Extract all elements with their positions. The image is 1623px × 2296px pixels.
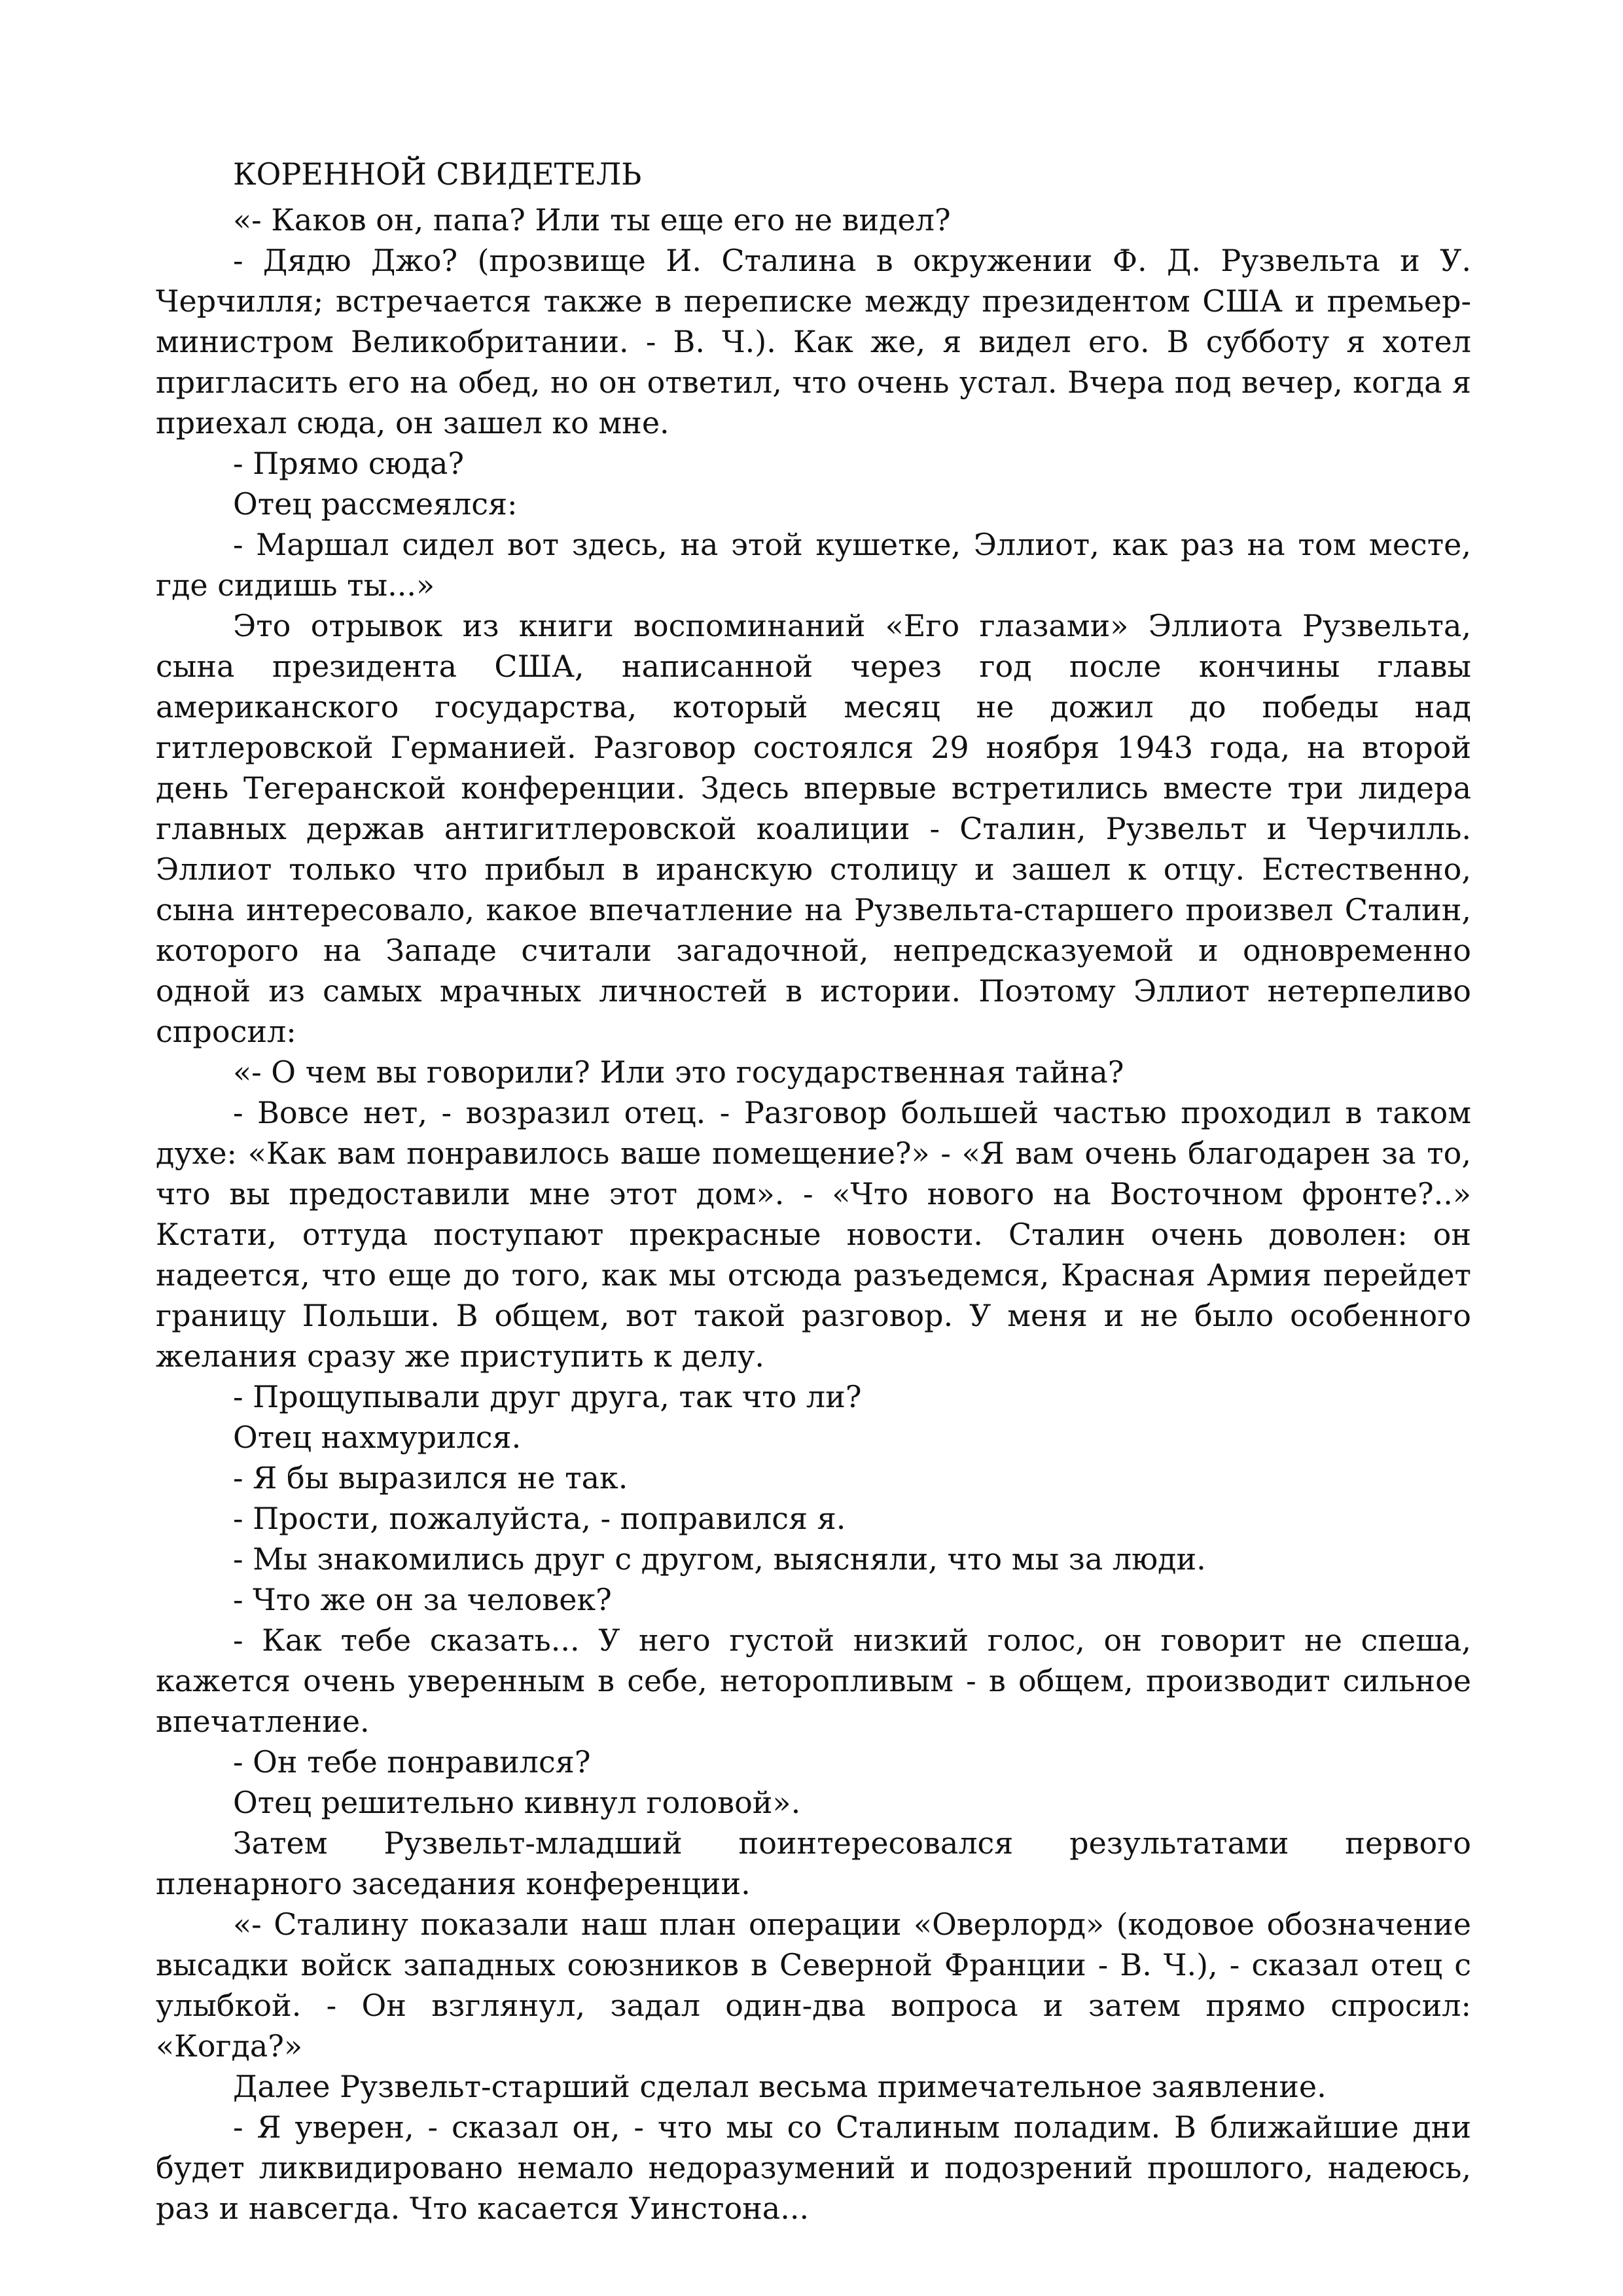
paragraph: Отец решительно кивнул головой». bbox=[233, 1785, 801, 1820]
paragraph: - Что же он за человек? bbox=[233, 1582, 612, 1617]
paragraph: Далее Рузвельт-старший сделал весьма примечательное заявление. bbox=[233, 2069, 1327, 2104]
paragraph: - Он тебе понравился? bbox=[233, 1744, 591, 1780]
paragraph: Отец нахмурился. bbox=[233, 1420, 522, 1455]
paragraph: - Я бы выразился не так. bbox=[233, 1460, 628, 1496]
paragraph: Это отрывок из книги воспоминаний «Его глазами» Эллиота Рузвельта, сына президента США, написанной через год после кончины главы американского государства, который месяц не дожил до победы над гитлеровской Германией. Разговор состоялся 29 ноября 1943 года, на второй день Тегеранской конференции. Здесь впервые встретились вместе три лидера главных держав антигитлеровской коалиции - Сталин, Рузвельт и Черчилль. Эллиот только что прибыл в иранскую столицу и зашел к отцу. Естественно, сына интересовало, какое впечатление на Рузвельта-старшего произвел Сталин, которого на Западе считали загадочной, непредсказуемой и одновременно одной из самых мрачных личностей в истории. Поэтому Эллиот нетерпеливо спросил: bbox=[156, 608, 1471, 1049]
paragraph: «- Каков он, папа? Или ты еще его не видел? bbox=[233, 202, 951, 238]
paragraph: - Прощупывали друг друга, так что ли? bbox=[233, 1379, 862, 1414]
paragraph: - Прости, пожалуйста, - поправился я. bbox=[233, 1501, 846, 1536]
paragraph: - Как тебе сказать... У него густой низкий голос, он говорит не спеша, кажется очень уверенным в себе, неторопливым - в общем, производит сильное впечатление. bbox=[156, 1623, 1471, 1739]
paragraph: - Маршал сидел вот здесь, на этой кушетке, Эллиот, как раз на том месте, где сидишь ты...» bbox=[156, 527, 1471, 603]
document-title: КОРЕННОЙ СВИДЕТЕЛЬ bbox=[233, 156, 642, 192]
paragraph: Отец рассмеялся: bbox=[233, 486, 518, 522]
paragraph: - Вовсе нет, - возразил отец. - Разговор большей частью проходил в таком духе: «Как вам понравилось ваше помещение?» - «Я вам очень благодарен за то, что вы предоставили мне этот дом». - «Что нового на Восточном фронте?..» Кстати, оттуда поступают прекрасные новости. Сталин очень доволен: он надеется, что еще до того, как мы отсюда разъедемся, Красная Армия перейдет границу Польши. В общем, вот такой разговор. У меня и не было особенного желания сразу же приступить к делу. bbox=[156, 1095, 1471, 1374]
paragraph: - Я уверен, - сказал он, - что мы со Сталиным поладим. В ближайшие дни будет ликвидировано немало недоразумений и подозрений прошлого, надеюсь, раз и навсегда. Что касается Уинстона... bbox=[156, 2109, 1471, 2226]
document-body bbox=[156, 154, 1471, 2229]
paragraph: - Прямо сюда? bbox=[233, 446, 465, 481]
paragraph: - Мы знакомились друг с другом, выясняли, что мы за люди. bbox=[233, 1541, 1206, 1577]
paragraph: «- Сталину показали наш план операции «Оверлорд» (кодовое обозначение высадки войск западных союзников в Северной Франции - В. Ч.), - сказал отец с улыбкой. - Он взглянул, задал один-два вопроса и затем прямо спросил: «Когда?» bbox=[156, 1907, 1471, 2064]
paragraph: «- О чем вы говорили? Или это государственная тайна? bbox=[233, 1054, 1124, 1090]
paragraph: Затем Рузвельт-младший поинтересовался результатами первого пленарного заседания конференции. bbox=[156, 1825, 1471, 1901]
paragraph: - Дядю Джо? (прозвище И. Сталина в окружении Ф. Д. Рузвельта и У. Черчилля; встречается также в переписке между президентом США и премьер-министром Великобритании. - В. Ч.). Как же, я видел его. В субботу я хотел пригласить его на обед, но он ответил, что очень устал. Вчера под вечер, когда я приехал сюда, он зашел ко мне. bbox=[156, 243, 1471, 440]
